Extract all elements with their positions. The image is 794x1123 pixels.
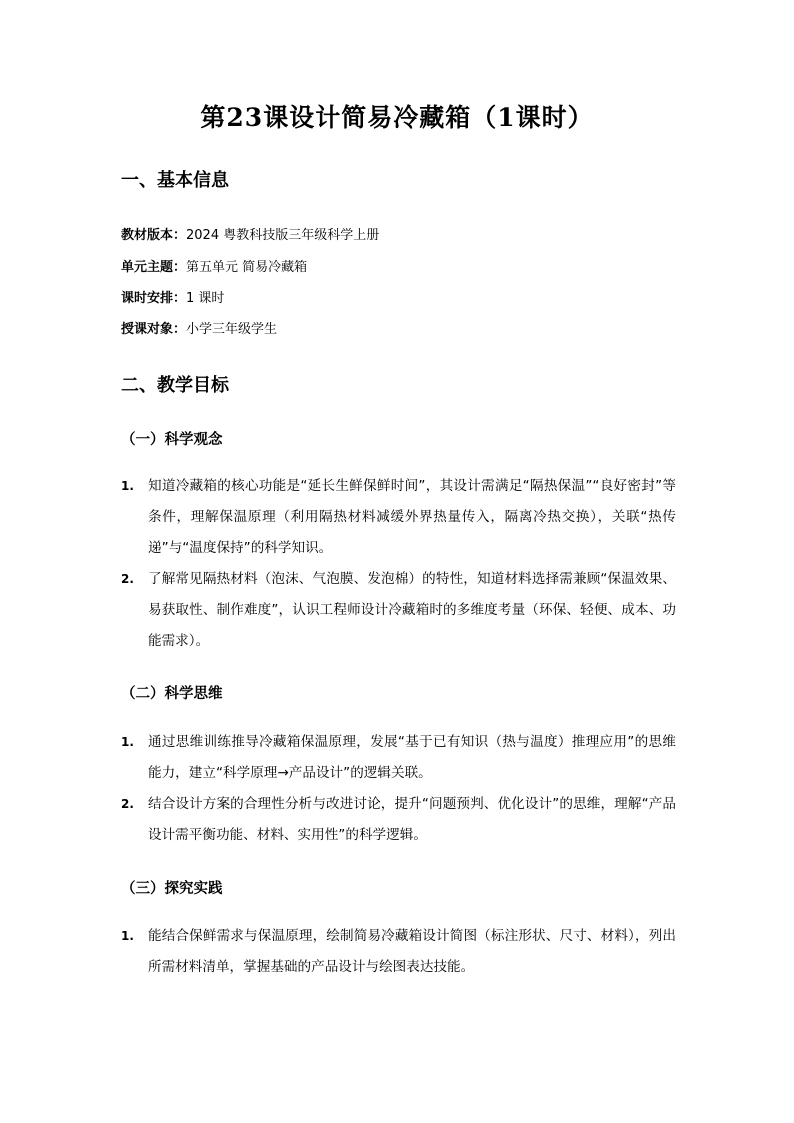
section-heading-basic-info: 一、基本信息: [121, 170, 229, 191]
info-label: 教材版本：: [121, 228, 187, 243]
list-text: 结合设计方案的合理性分析与改进讨论，提升“问题预判、优化设计”的思维，理解“产品设计需平衡功能、材料、实用性”的科学逻辑。: [148, 796, 676, 843]
info-value: 1 课时: [186, 291, 225, 306]
subheading-science-concepts: （一）科学观念: [121, 432, 223, 448]
subheading-inquiry-practice: （三）探究实践: [121, 881, 223, 897]
list-number: 1.: [121, 929, 134, 943]
list-number: 1.: [121, 735, 134, 749]
list-number: 2.: [121, 797, 134, 811]
list-text: 了解常见隔热材料（泡沫、气泡膜、发泡棉）的特性，知道材料选择需兼顾“保温效果、易获取性、制作难度”，认识工程师设计冷藏箱时的多维度考量（环保、轻便、成本、功能需求）。: [148, 571, 676, 649]
list-text: 知道冷藏箱的核心功能是“延长生鲜保鲜时间”，其设计需满足“隔热保温”“良好密封”等条件，理解保温原理（利用隔热材料减缓外界热量传入，隔离冷热交换），关联“热传递”与“温度保持”的科学知识。: [148, 478, 676, 556]
info-row-textbook: [121, 224, 379, 243]
list-number: 2.: [121, 572, 134, 586]
list-item: [121, 921, 676, 983]
info-label: 单元主题：: [121, 260, 187, 275]
list-item: [121, 789, 676, 851]
subheading-science-thinking: （二）科学思维: [121, 686, 223, 702]
info-row-schedule: [121, 287, 224, 306]
page-title: 第23课设计简易冷藏箱（1课时）: [200, 103, 594, 132]
info-label: 授课对象：: [121, 322, 187, 337]
list-text: 通过思维训练推导冷藏箱保温原理，发展“基于已有知识（热与温度）推理应用”的思维能力，建立“科学原理→产品设计”的逻辑关联。: [148, 734, 676, 781]
list-number: 1.: [121, 479, 134, 493]
info-label: 课时安排：: [121, 291, 187, 306]
info-value: 2024 粤教科技版三年级科学上册: [186, 228, 380, 243]
info-value: 小学三年级学生: [186, 322, 278, 337]
list-text: 能结合保鲜需求与保温原理，绘制简易冷藏箱设计简图（标注形状、尺寸、材料），列出所需材料清单，掌握基础的产品设计与绘图表达技能。: [148, 928, 676, 975]
info-value: 第五单元 简易冷藏箱: [186, 260, 308, 275]
section-heading-objectives: 二、教学目标: [121, 375, 229, 396]
info-row-audience: [121, 318, 277, 337]
info-row-unit: [121, 256, 307, 275]
list-item: [121, 471, 676, 564]
list-item: [121, 727, 676, 789]
list-item: [121, 564, 676, 657]
